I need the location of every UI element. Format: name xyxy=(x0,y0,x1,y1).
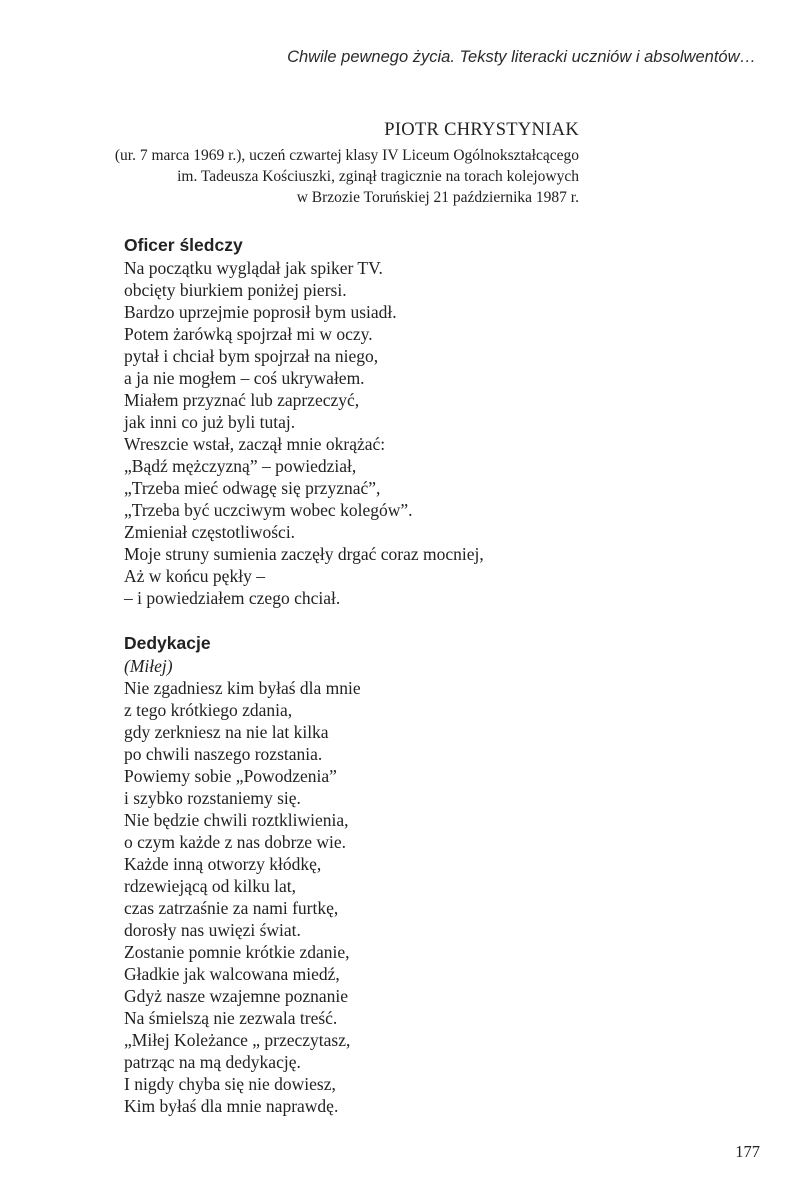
verse-line: „Bądź mężczyzną” – powiedział, xyxy=(124,456,357,476)
author-bio-line: im. Tadeusza Kościuszki, zginął tragicznie na torach kolejowych xyxy=(177,168,579,185)
verse-line: Potem żarówką spojrzał mi w oczy. xyxy=(124,324,373,344)
verse-line: Nie będzie chwili roztkliwienia, xyxy=(124,810,349,830)
verse-line: z tego krótkiego zdania, xyxy=(124,700,293,720)
verse-line: i szybko rozstaniemy się. xyxy=(124,788,301,808)
verse-line: Nie zgadniesz kim byłaś dla mnie xyxy=(124,678,361,698)
verse-line: Gdyż nasze wzajemne poznanie xyxy=(124,986,348,1006)
verse-line: obcięty biurkiem poniżej piersi. xyxy=(124,280,347,300)
verse-line: Na śmielszą nie zezwala treść. xyxy=(124,1008,338,1028)
verse-line: Zostanie pomnie krótkie zdanie, xyxy=(124,942,350,962)
verse-line: I nigdy chyba się nie dowiesz, xyxy=(124,1074,336,1094)
poem-dedication: (Miłej) xyxy=(124,656,173,676)
poem-title: Oficer śledczy xyxy=(124,235,243,255)
verse-line: czas zatrzaśnie za nami furtkę, xyxy=(124,898,339,918)
author-block xyxy=(115,120,579,208)
verse-line: Kim byłaś dla mnie naprawdę. xyxy=(124,1096,339,1116)
verse-line: Miałem przyznać lub zaprzeczyć, xyxy=(124,390,360,410)
author-bio-line: (ur. 7 marca 1969 r.), uczeń czwartej klasy IV Liceum Ogólnokształcącego xyxy=(114,147,579,164)
verse-line: po chwili naszego rozstania. xyxy=(124,744,323,764)
verse-line: gdy zerkniesz na nie lat kilka xyxy=(124,722,329,742)
verse-line: „Trzeba być uczciwym wobec kolegów”. xyxy=(124,500,413,520)
verse-line: pytał i chciał bym spojrzał na niego, xyxy=(124,346,379,366)
verse-line: – i powiedziałem czego chciał. xyxy=(124,588,341,608)
verse-line: Bardzo uprzejmie poprosił bym usiadł. xyxy=(124,302,397,322)
verse-line: dorosły nas uwięzi świat. xyxy=(124,920,301,940)
verse-line: „Trzeba mieć odwagę się przyznać”, xyxy=(124,478,381,498)
poem-title: Dedykacje xyxy=(124,633,211,653)
poem-dedykacje xyxy=(124,631,644,1117)
verse-line: rdzewiejącą od kilku lat, xyxy=(124,876,297,896)
verse-line: Na początku wyglądał jak spiker TV. xyxy=(124,258,383,278)
author-bio-line: w Brzozie Toruńskiej 21 października 1987 r. xyxy=(296,189,579,206)
page-number: 177 xyxy=(735,1142,760,1161)
verse-line: Wreszcie wstał, zaczął mnie okrążać: xyxy=(124,434,386,454)
verse-line: patrząc na mą dedykację. xyxy=(124,1052,301,1072)
verse-line: „Miłej Koleżance „ przeczytasz, xyxy=(124,1030,351,1050)
verse-line: Zmieniał częstotliwości. xyxy=(124,522,296,542)
running-header: Chwile pewnego życia. Teksty literacki uczniów i absolwentów… xyxy=(287,48,756,66)
verse-line: Gładkie jak walcowana miedź, xyxy=(124,964,340,984)
verse-line: Powiemy sobie „Powodzenia” xyxy=(124,766,337,786)
author-name: PIOTR CHRYSTYNIAK xyxy=(384,120,579,140)
verse-line: jak inni co już byli tutaj. xyxy=(124,412,296,432)
verse-line: a ja nie mogłem – coś ukrywałem. xyxy=(124,368,365,388)
poem-oficer-sledczy xyxy=(124,233,644,609)
verse-line: Każde inną otworzy kłódkę, xyxy=(124,854,322,874)
verse-line: o czym każde z nas dobrze wie. xyxy=(124,832,347,852)
verse-line: Moje struny sumienia zaczęły drgać coraz mocniej, xyxy=(124,544,484,564)
verse-line: Aż w końcu pękły – xyxy=(124,566,265,586)
